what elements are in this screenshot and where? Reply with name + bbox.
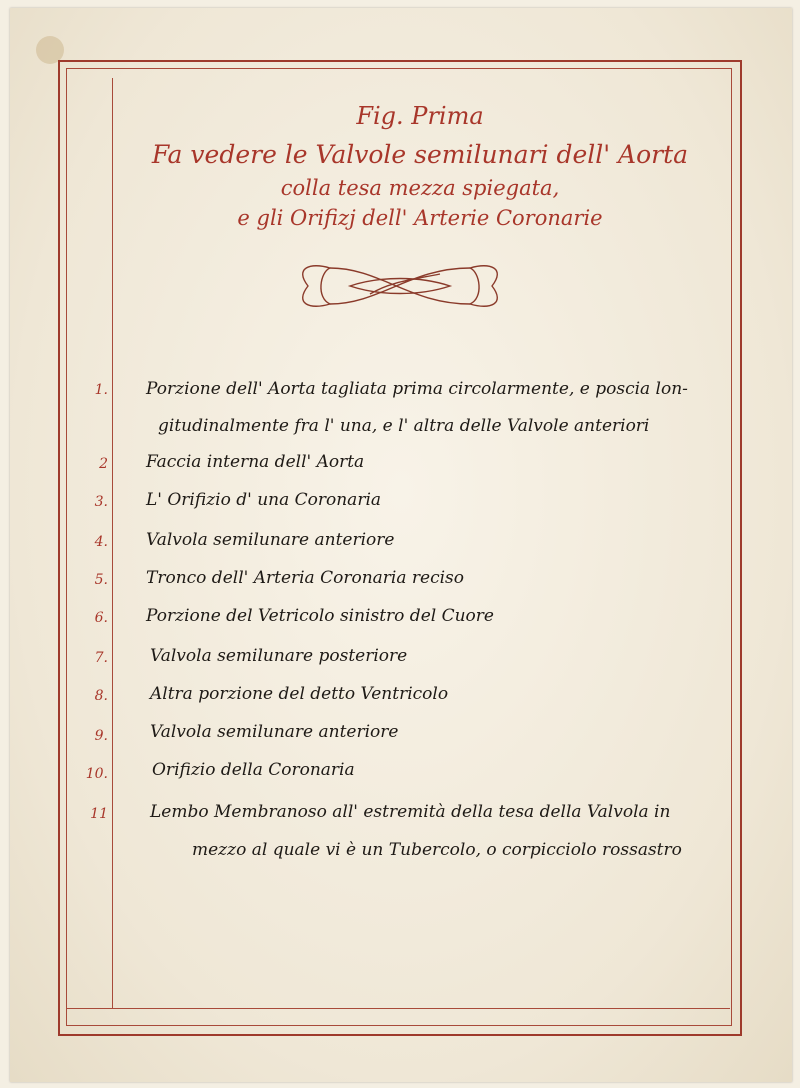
entry-number: 1. [94,382,108,398]
entry-text: Valvola semilunare anteriore [150,722,399,742]
entry-number: 8. [94,688,108,704]
bottom-rule [66,1008,730,1009]
entry-number: 4. [94,534,108,550]
entry-text: Faccia interna dell' Aorta [146,452,365,472]
entry-text-continued: gitudinalmente fra l' una, e l' altra delle Valvole anteriori [158,416,650,436]
entry-text: Tronco dell' Arteria Coronaria reciso [146,568,464,588]
entry-number: 5. [94,572,108,588]
entry-text: L' Orifizio d' una Coronaria [146,490,382,510]
entry-text: Valvola semilunare posteriore [150,646,408,666]
entry-text: Valvola semilunare anteriore [146,530,395,550]
entry-text: Lembo Membranoso all' estremità della tesa della Valvola in [150,802,671,822]
entry-text-continued: mezzo al quale vi è un Tubercolo, o corpicciolo rossastro [192,840,682,860]
ornamental-flourish [290,258,510,314]
entry-number: 2 [99,456,108,472]
entry-number: 3. [94,494,108,510]
figure-title: Fig. Prima [356,102,484,130]
entry-text: Porzione dell' Aorta tagliata prima circolarmente, e poscia lon- [146,379,688,399]
entry-text: Orifizio della Coronaria [152,760,355,780]
entry-number: 10. [85,766,108,782]
entry-number: 11 [90,806,108,822]
figure-caption-line-2: colla tesa mezza spiegata, [280,176,560,200]
entry-number: 6. [94,610,108,626]
entry-number: 7. [94,650,108,666]
figure-caption-line-3: e gli Orifizj dell' Arterie Coronarie [237,206,603,230]
entry-text: Porzione del Vetricolo sinistro del Cuore [146,606,494,626]
entry-number: 9. [94,728,108,744]
entry-text: Altra porzione del detto Ventricolo [150,684,449,704]
margin-rule [112,78,113,1008]
figure-caption-line-1: Fa vedere le Valvole semilunari dell' Aorta [151,140,689,169]
